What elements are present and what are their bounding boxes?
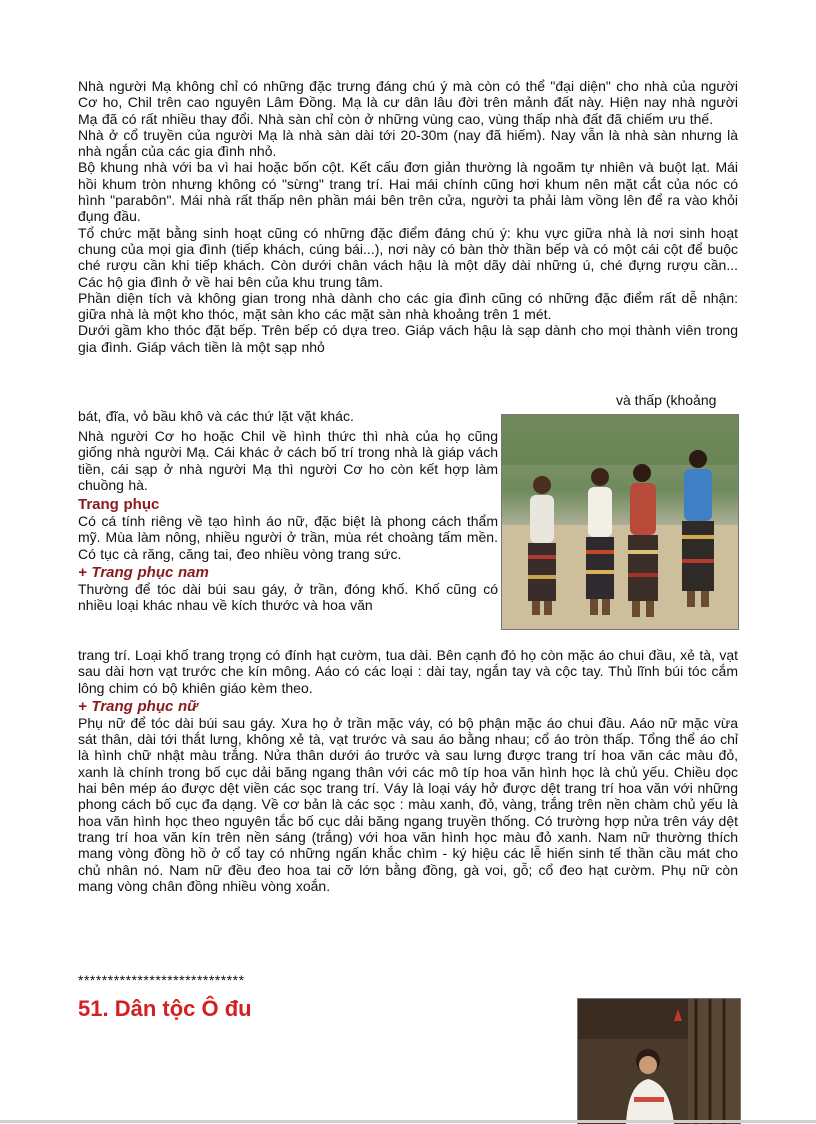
coho-section: [78, 428, 498, 614]
separator: ****************************: [78, 972, 245, 988]
odu-person-photo: [577, 998, 741, 1124]
women-costume-photo: [501, 414, 739, 630]
paragraph: Tổ chức mặt bằng sinh hoạt cũng có những đặc điểm đáng chú ý: khu vực giữa nhà là nơi sinh hoạt chung của mọi gia đình (tiếp khách, cúng bái...), nơi này có bàn thờ thần bếp và có một cái cột để buộc ché rượu cần khi tiếp khách. Còn dưới chân vách hậu là một dãy dài những ú, ché đựng rượu cần... Các hộ gia đình ở về hai bên của khu trung tâm.: [78, 224, 738, 290]
paragraph: Có cá tính riêng về tạo hình áo nữ, đặc biệt là phong cách thẩm mỹ. Mùa làm nông, nhiều người ở trần, mùa rét choàng tấm mền. Có tục cà răng, căng tai, đeo nhiều vòng trang sức.: [78, 513, 498, 562]
paragraph: Thường để tóc dài búi sau gáy, ở trần, đóng khố. Khố cũng có nhiều loại khác nhau về kích thước và hoa văn: [78, 581, 498, 614]
paragraph: Phần diện tích và không gian trong nhà dành cho các gia đình cũng có những đặc điểm rất dễ nhận: giữa nhà là một kho thóc, mặt sàn kho các mặt sàn nhà khoảng trên 1 mét.: [78, 289, 738, 323]
section-title: 51. Dân tộc Ô đu: [78, 996, 252, 1021]
overflow-text-fragment: và thấp (khoảng: [616, 392, 717, 408]
paragraph: trang trí. Loại khố trang trọng có đính hạt cườm, tua dài. Bên cạnh đó họ còn mặc áo chui đầu, xẻ tà, vạt sau dài hơn vạt trước che kín mông. Aáo có các loại : dài tay, ngắn tay và cộc tay. Thủ lĩnh búi tóc cắm lông chim có bộ khiên giáo kèm theo.: [78, 647, 738, 696]
paragraph: Phụ nữ để tóc dài búi sau gáy. Xưa họ ở trần mặc váy, có bộ phận mặc áo chui đầu. Aáo nữ mặc vừa sát thân, dài tới thắt lưng, không xẻ tà, vạt trước và sau áo bằng nhau; cổ áo tròn thấp. Tổng thể áo chỉ là hình chữ nhật màu trắng. Nửa thân dưới áo trước và sau lưng được trang trí hoa văn các màu đỏ, xanh là chính trong bố cục dải băng ngang thân với các mô típ hoa văn hình học là chủ yếu. Chiều dọc hai bên mép áo được dệt viền các sọc trang trí. Váy là loại váy hở được dệt trang trí hoa văn với những phong cách bố cục đa dạng. Về cơ bản là các sọc : màu xanh, đỏ, vàng, trắng trên nền chàm chủ yếu là hoa văn hình học theo nguyên tắc bố cục dải băng ngang truyền thống. Có trường hợp nửa trên váy dệt trang trí hoa văn kín trên nền sáng (trắng) với hoa văn hình học màu đỏ xanh. Nam nữ thường thích mang vòng đồng hồ ở cổ tay có những ngấn khắc chìm - ký hiệu các lễ hiến sinh tế thần cầu mát cho chủ nhân nó. Nam nữ đều đeo hoa tai cỡ lớn bằng đồng, gà voi, gỗ; cổ đeo hạt cườm. Phụ nữ còn mang vòng chân đồng nhiều vòng xoắn.: [78, 714, 738, 894]
costume-heading: Trang phục: [78, 496, 160, 514]
paragraph: bát, đĩa, vỏ bầu khô và các thứ lặt vặt khác.: [78, 408, 354, 424]
paragraph: Nhà người Cơ ho hoặc Chil về hình thức thì nhà của họ cũng giống nhà người Mạ. Cái khác ở cách bố trí trong nhà là giáp vách tiền, cái sạp ở nhà người Mạ thì người Cơ ho còn kết hợp làm chuồng hà.: [78, 428, 498, 493]
paragraph: Nhà người Mạ không chỉ có những đặc trưng đáng chú ý mà còn có thể "đại diện" cho nhà của người Cơ ho, Chil trên cao nguyên Lâm Đồng. Mạ là cư dân lâu đời trên mảnh đất này. Hiện nay nhà người Mạ đã có rất nhiều thay đổi. Nhà sàn chỉ còn ở những vùng cao, vùng thấp nhà đất đã chiếm ưu thế.: [78, 78, 738, 127]
continuation-line: [78, 408, 498, 424]
paragraph: Dưới gầm kho thóc đặt bếp. Trên bếp có dựa treo. Giáp vách hậu là sạp dành cho mọi thành viên trong gia đình. Giáp vách tiền là một sạp nhỏ: [78, 322, 738, 355]
paragraph: Bộ khung nhà với ba vì hai hoặc bốn cột. Kết cấu đơn giản thường là ngoãm tự nhiên và buột lạt. Mái hồi khum tròn nhưng không có "sừng" trang trí. Hai mái chính cũng hơi khum nên mặt cắt của nóc có hình "parabôn". Mái nhà rất thấp nên phần mái bên trên cửa, người ta phải làm vồng lên để ra vào khỏi đụng đầu.: [78, 159, 738, 225]
intro-text: [78, 78, 738, 355]
female-costume-heading: + Trang phục nữ: [78, 697, 198, 715]
paragraph: Nhà ở cổ truyền của người Mạ là nhà sàn dài tới 20-30m (nay đã hiếm). Nay vẫn là nhà sàn nhưng là nhà ngắn của các gia đình nhỏ.: [78, 126, 738, 160]
costume-continued: [78, 647, 738, 894]
male-costume-heading: + Trang phục nam: [78, 564, 209, 582]
